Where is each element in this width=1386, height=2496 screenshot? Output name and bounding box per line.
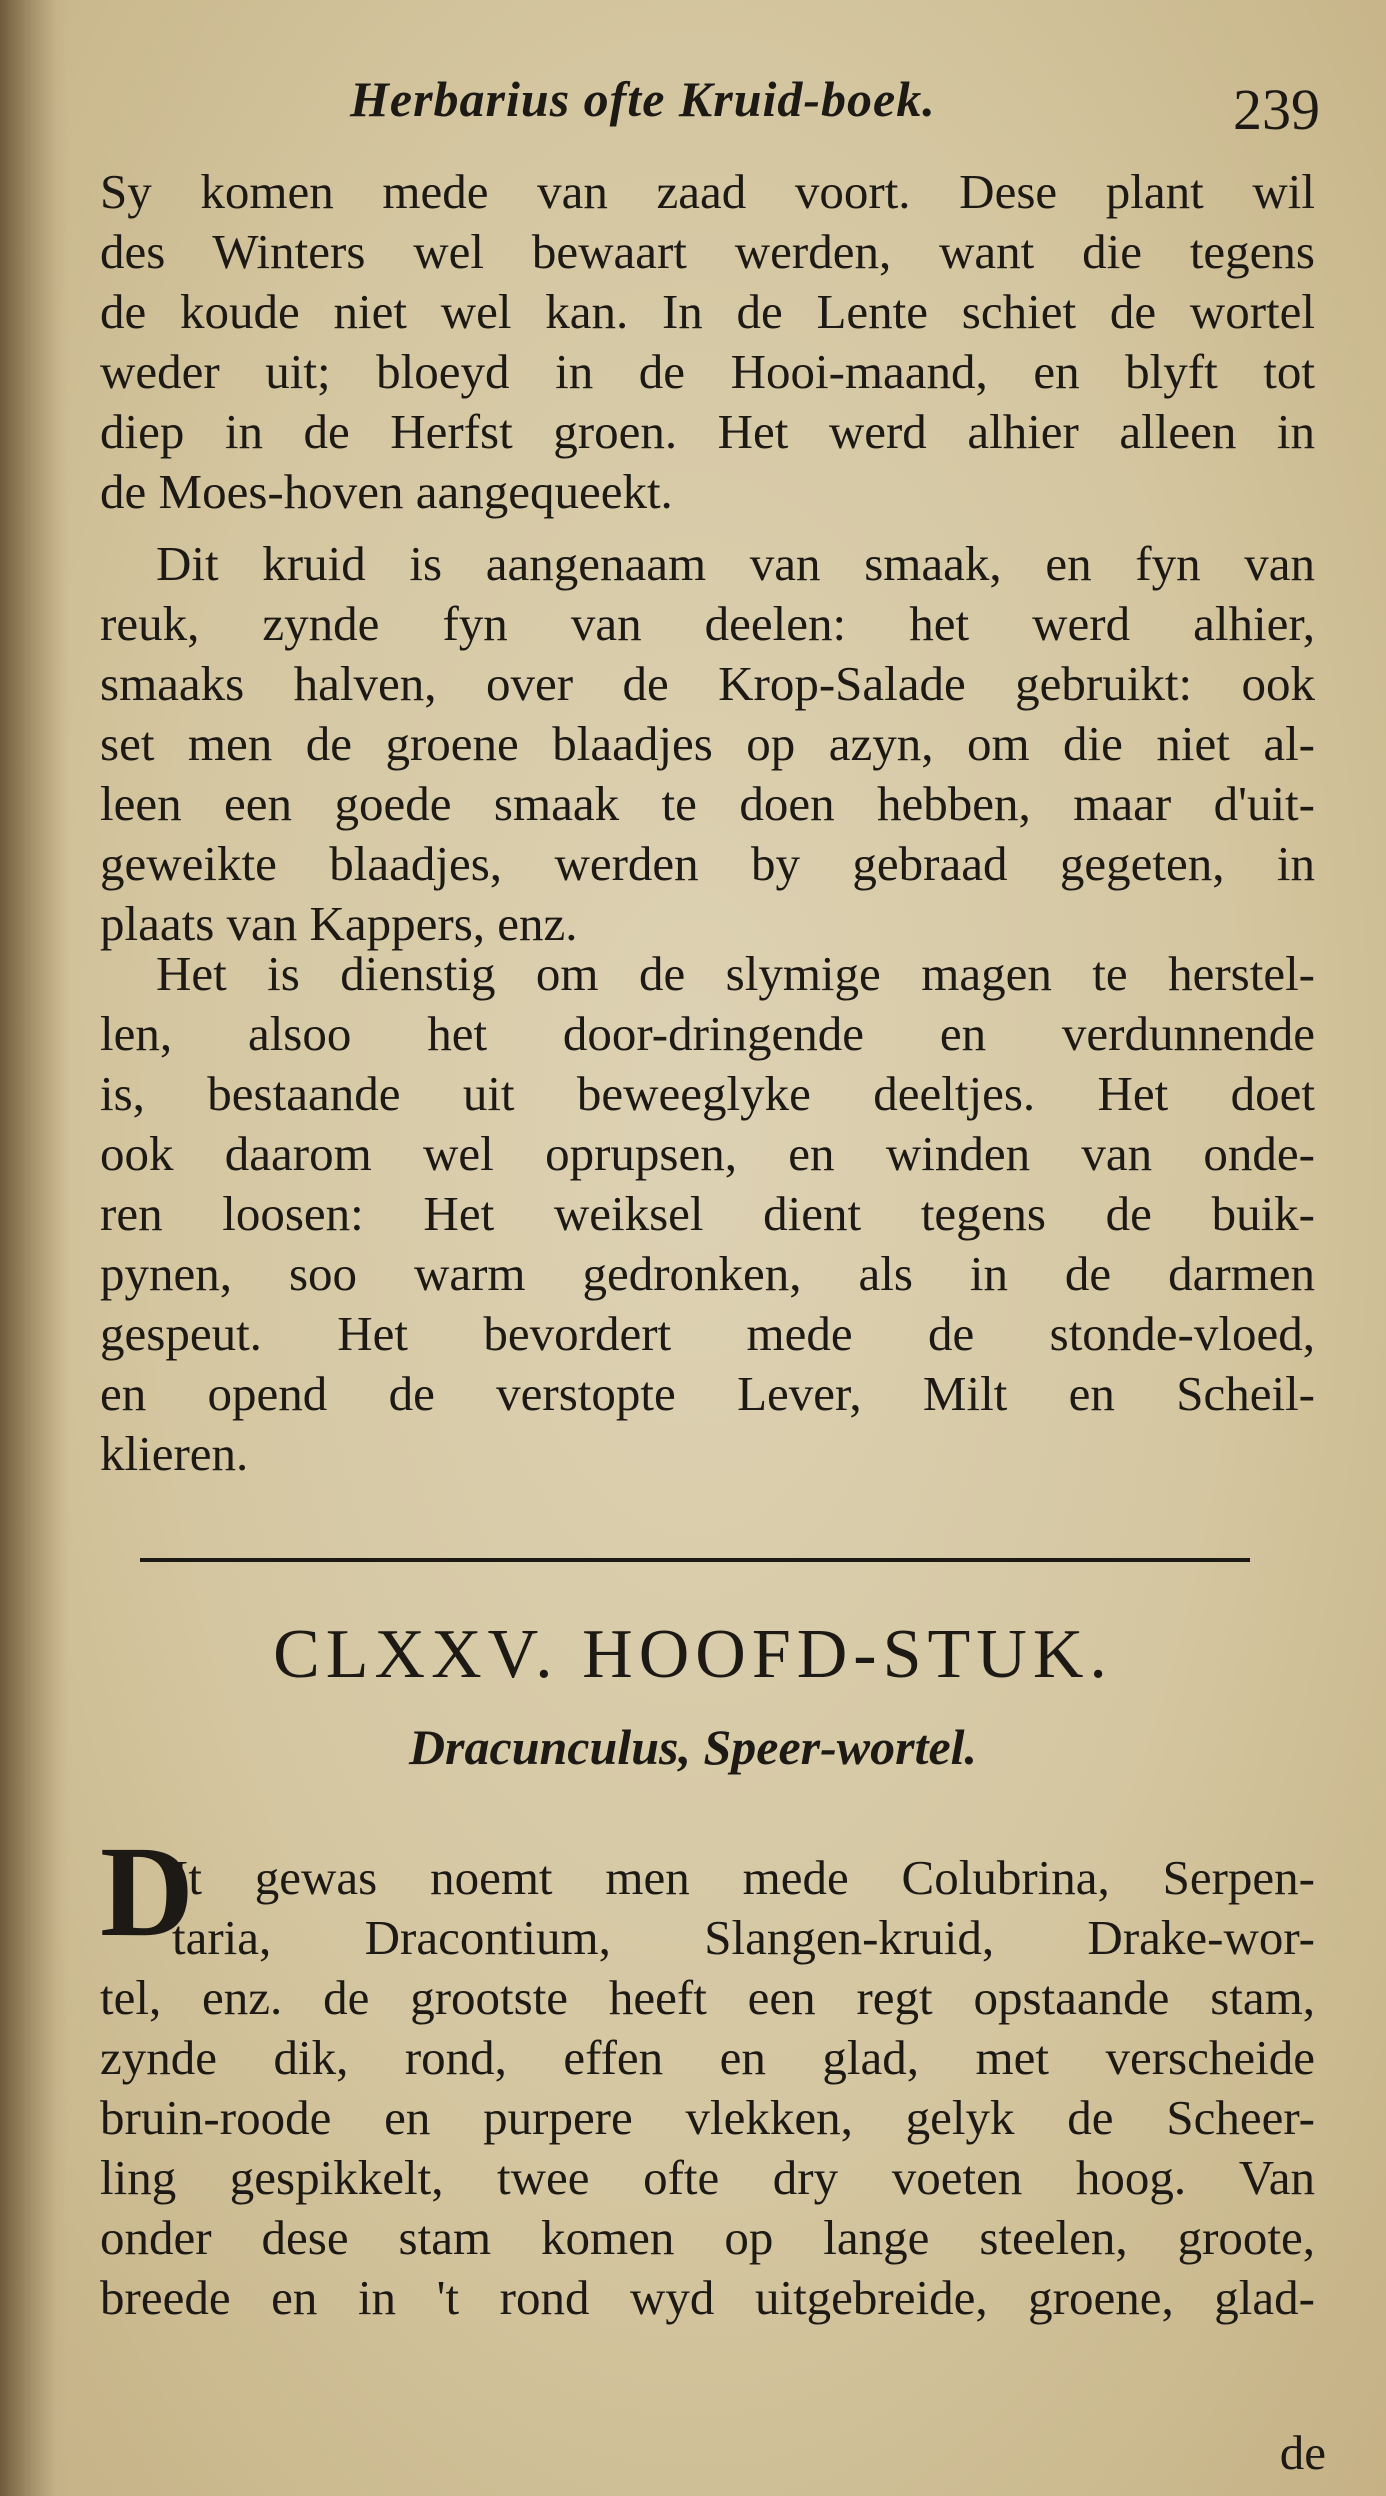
paragraph-3 [100,944,1315,1484]
text-line: ren loosen: Het weiksel dient tegens de buik- [100,1186,1315,1241]
section-divider [140,1558,1250,1562]
text-line: Het is dienstig om de slymige magen te herstel- [156,946,1315,1001]
text-line: Dit kruid is aangenaam van smaak, en fyn van [156,536,1315,591]
page-header [90,70,1330,150]
text-line: geweikte blaadjes, werden by gebraad gegeten, in [100,836,1315,891]
page-number: 239 [1233,77,1320,142]
text-line: de Moes-hoven aangequeekt. [100,464,673,519]
text-line: en opend de verstopte Lever, Milt en Scheil- [100,1366,1315,1421]
binding-gutter [0,0,70,2496]
chapter-paragraph [100,1848,1315,2328]
text-line: diep in de Herfst groen. Het werd alhier alleen in [100,404,1315,459]
text-line: zynde dik, rond, effen en glad, met verscheide [100,2030,1315,2085]
text-line: plaats van Kappers, enz. [100,896,578,951]
text-line: taria, Dracontium, Slangen-kruid, Drake-wor- [172,1910,1315,1965]
drop-cap: D [100,1820,194,1964]
text-line: set men de groene blaadjes op azyn, om die niet al- [100,716,1315,771]
paragraph-2 [100,534,1315,954]
text-line: gespeut. Het bevordert mede de stonde-vloed, [100,1306,1315,1361]
text-line: len, alsoo het door-dringende en verdunnende [100,1006,1315,1061]
text-line: leen een goede smaak te doen hebben, maar d'uit- [100,776,1315,831]
text-line: ook daarom wel oprupsen, en winden van onde- [100,1126,1315,1181]
text-line: breede en in 't rond wyd uitgebreide, groene, glad- [100,2270,1315,2325]
catchword: de [1279,2425,1326,2480]
text-line: reuk, zynde fyn van deelen: het werd alhier, [100,596,1315,651]
text-line: tel, enz. de grootste heeft een regt opstaande stam, [100,1970,1315,2025]
text-line: Sy komen mede van zaad voort. Dese plant wil [100,164,1315,219]
paragraph-1 [100,162,1315,522]
text-line: weder uit; bloeyd in de Hooi-maand, en blyft tot [100,344,1315,399]
text-line: pynen, soo warm gedronken, als in de darmen [100,1246,1315,1301]
text-line: klieren. [100,1426,249,1481]
text-line: It gewas noemt men mede Colubrina, Serpen- [172,1850,1315,1905]
chapter-title: CLXXV. HOOFD-STUK. [273,1616,1113,1693]
text-line: is, bestaande uit beweeglyke deeltjes. Het doet [100,1066,1315,1121]
text-line: onder dese stam komen op lange steelen, groote, [100,2210,1315,2265]
text-line: de koude niet wel kan. In de Lente schiet de wortel [100,284,1315,339]
chapter-subtitle: Dracunculus, Speer-wortel. [408,1719,978,1775]
text-line: ling gespikkelt, twee ofte dry voeten hoog. Van [100,2150,1315,2205]
text-line: des Winters wel bewaart werden, want die tegens [100,224,1315,279]
text-line: smaaks halven, over de Krop-Salade gebruikt: ook [100,656,1315,711]
text-line: bruin-roode en purpere vlekken, gelyk de Scheer- [100,2090,1315,2145]
running-title: Herbarius ofte Kruid-boek. [350,71,936,127]
